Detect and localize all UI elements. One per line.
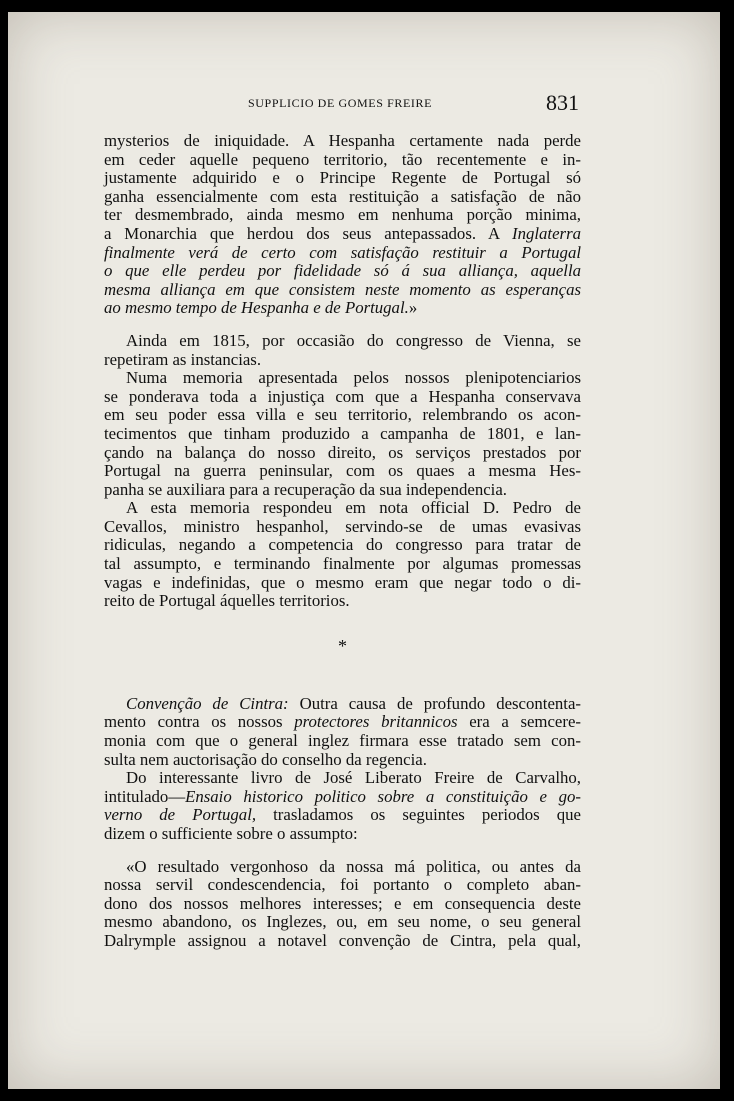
- text-line: se ponderava toda a injustiça com que a Hespanha conservava: [104, 386, 581, 406]
- text-line: tal assumpto, e terminando finalmente por algumas promessas: [104, 554, 581, 574]
- text-line: repetiram as instancias.: [104, 349, 262, 369]
- text-line: Dalrymple assignou a notavel convenção de Cintra, pela qual,: [104, 930, 581, 950]
- text-run: mento contra os nossos: [104, 712, 295, 732]
- text-line: «O resultado vergonhoso da nossa má politica, ou antes da: [126, 856, 581, 876]
- paragraph: [104, 499, 581, 611]
- text-line: dono dos nossos melhores interesses; e em consequencia deste: [104, 893, 581, 913]
- text-line: Numa memoria apresentada pelos nossos plenipotenciarios: [126, 368, 581, 388]
- text-line: [104, 299, 581, 318]
- text-line: monia com que o general inglez firmara esse tratado sem con-: [104, 731, 581, 751]
- book-page: [8, 12, 720, 1089]
- quoted-paragraph: [104, 858, 581, 951]
- text-run: era a semcere-: [457, 712, 582, 732]
- text-line: [104, 788, 581, 807]
- text-line: panha se auxiliara para a recuperação da sua independencia.: [104, 479, 507, 499]
- text-line: Do interessante livro de José Liberato Freire de Carvalho,: [126, 768, 581, 788]
- text-line: mysterios de iniquidade. A Hespanha certamente nada perde: [104, 131, 581, 150]
- paragraph-continuation: [104, 132, 581, 318]
- text-line: tecimentos que tinham produzido a campanha de 1801, e lan-: [104, 423, 581, 443]
- text-line: A esta memoria respondeu em nota official D. Pedro de: [126, 498, 581, 518]
- page-number: 831: [546, 90, 579, 115]
- paragraph: [104, 332, 581, 369]
- text-line: [104, 806, 581, 825]
- text-line: [104, 713, 581, 732]
- paragraph-gap: [104, 679, 581, 695]
- text-run: a Monarchia que herdou dos seus antepassados. A: [104, 223, 512, 243]
- text-line: [104, 225, 581, 244]
- section-lead-italic: Convenção de Cintra:: [126, 693, 289, 713]
- text-line: em seu poder essa villa e seu territorio, relembrando os acon-: [104, 405, 581, 425]
- text-run: Outra causa de profundo descontenta-: [288, 693, 581, 713]
- running-title: SUPPLICIO DE GOMES FREIRE: [248, 96, 433, 110]
- italic-run: protectores britannicos: [294, 712, 458, 732]
- paragraph: [104, 369, 581, 499]
- text-line: mesmo abandono, os Inglezes, ou, em seu nome, o seu general: [104, 912, 581, 932]
- paragraph-gap: [104, 318, 581, 332]
- closing-quote: »: [408, 298, 418, 318]
- text-line: ridiculas, negando a competencia do congresso para tratar de: [104, 535, 581, 555]
- text-line: çando na balança do nosso direito, os serviços prestados por: [104, 442, 581, 462]
- text-line: Ainda em 1815, por occasião do congresso de Vienna, se: [126, 330, 581, 350]
- text-line: Cevallos, ministro hespanhol, servindo-se de umas evasivas: [104, 516, 581, 536]
- text-line: nossa servil condescendencia, foi portanto o completo aban-: [104, 875, 581, 895]
- text-line: sulta nem auctorisação do conselho da regencia.: [104, 749, 427, 769]
- paragraph-gap: [104, 844, 581, 858]
- text-run: trasladamos os seguintes periodos que: [256, 805, 581, 825]
- text-line: vagas e indefinidas, que o mesmo eram que negar todo o di-: [104, 572, 581, 592]
- italic-run: verno de Portugal,: [104, 805, 257, 825]
- text-line: o que elle perdeu por fidelidade só á sua alliança, aquella: [104, 261, 581, 281]
- text-line: em ceder aquelle pequeno territorio, tão recentemente e in-: [104, 149, 581, 169]
- page-header: [8, 90, 720, 120]
- paragraph: [104, 769, 581, 843]
- text-line: [104, 695, 581, 714]
- text-line: finalmente verá de certo com satisfação restituir a Portugal: [104, 242, 581, 262]
- section-separator-asterisk: *: [338, 635, 347, 656]
- text-line: mesma alliança em que consistem neste momento as esperanças: [104, 279, 581, 299]
- text-line: dizem o sufficiente sobre o assumpto:: [104, 824, 358, 843]
- text-line: justamente adquirido e o Principe Regente de Portugal só: [104, 168, 581, 188]
- italic-run: Ensaio historico politico sobre a constituição e go-: [185, 786, 581, 806]
- text-run: intitulado—: [104, 786, 186, 806]
- text-line: Portugal na guerra peninsular, com os quaes a mesma Hes-: [104, 461, 581, 481]
- italic-run: Inglaterra: [512, 223, 581, 243]
- body-text: [104, 132, 581, 951]
- italic-run: ao mesmo tempo de Hespanha e de Portugal.: [104, 298, 409, 318]
- paragraph: [104, 695, 581, 769]
- text-line: ter desmembrado, ainda mesmo em nenhuma porção minima,: [104, 205, 581, 225]
- paragraph-gap: [104, 611, 581, 629]
- text-line: ganha essencialmente com esta restituição a satisfação de não: [104, 186, 581, 206]
- text-line: reito de Portugal áquelles territorios.: [104, 591, 350, 611]
